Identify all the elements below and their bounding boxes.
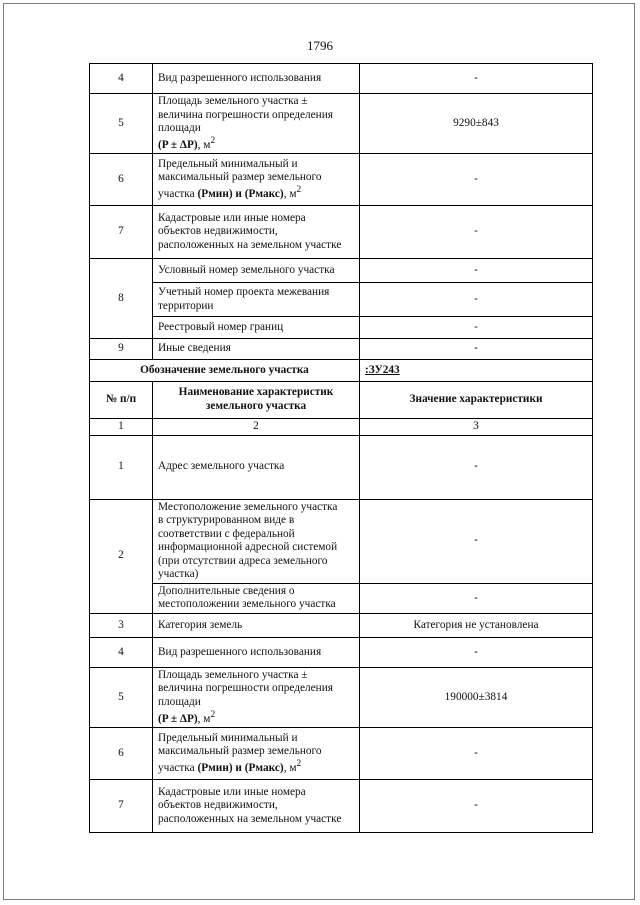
unit-superscript: 2 <box>296 184 302 195</box>
row-number: 6 <box>90 154 153 206</box>
characteristic-value: - <box>360 779 593 832</box>
row-number: 6 <box>90 727 153 779</box>
characteristic-value: - <box>360 727 593 779</box>
name-line: местоположении земельного участка <box>158 598 336 611</box>
characteristic-name: Реестровый номер границ <box>153 317 360 339</box>
table-row <box>90 154 593 206</box>
characteristic-value: - <box>360 317 593 339</box>
unit: , м <box>197 712 211 725</box>
characteristic-value: - <box>360 583 593 613</box>
table-row <box>90 259 593 283</box>
formula: (P ± ΔP) <box>158 712 198 725</box>
characteristic-name <box>153 206 360 259</box>
name-line: (при отсутствии адреса земельного <box>158 554 328 567</box>
row-number: 3 <box>90 613 153 637</box>
formula: (Рмин) и (Рмакс) <box>197 187 284 200</box>
name-prefix: участка <box>158 761 198 774</box>
name-line: Учетный номер проекта межевания <box>158 285 330 298</box>
designation-row <box>90 360 593 382</box>
name-line: величина погрешности определения <box>158 108 333 121</box>
designation-label: Обозначение земельного участка <box>90 360 360 382</box>
name-line: максимальный размер земельного <box>158 745 322 758</box>
name-line: Кадастровые или иные номера <box>158 211 306 224</box>
row-number: 2 <box>90 499 153 613</box>
characteristic-value: - <box>360 637 593 667</box>
name-line: объектов недвижимости, <box>158 799 278 812</box>
characteristic-name <box>153 154 360 206</box>
header-name <box>153 382 360 419</box>
header-line: земельного участка <box>205 400 307 412</box>
table-row <box>90 727 593 779</box>
name-line: участка) <box>158 568 199 581</box>
name-line: Площадь земельного участка ± <box>158 668 308 681</box>
land-plot-table <box>89 63 593 833</box>
characteristic-value: 190000±3814 <box>360 667 593 727</box>
name-line: Местоположение земельного участка <box>158 500 338 513</box>
header-line: Наименование характеристик <box>178 386 334 399</box>
name-line: в структурированном виде в <box>158 514 295 527</box>
unit: , м <box>283 187 297 200</box>
unit: , м <box>197 138 211 151</box>
characteristic-value: Категория не установлена <box>360 613 593 637</box>
name-line: величина погрешности определения <box>158 682 333 695</box>
name-line: Площадь земельного участка ± <box>158 95 308 108</box>
table-row <box>90 317 593 339</box>
table-row <box>90 435 593 499</box>
table-row <box>90 637 593 667</box>
name-line: Дополнительные сведения о <box>158 584 295 597</box>
header-number: № п/п <box>90 382 153 419</box>
name-line: Предельный минимальный и <box>158 157 298 170</box>
characteristic-value: - <box>360 499 593 583</box>
table-row <box>90 283 593 317</box>
characteristic-name <box>153 779 360 832</box>
name-prefix: участка <box>158 187 198 200</box>
row-number: 5 <box>90 667 153 727</box>
name-line: Предельный минимальный и <box>158 731 298 744</box>
characteristic-value: 9290±843 <box>360 94 593 154</box>
characteristic-value: - <box>360 339 593 360</box>
name-line: расположенных на земельном участке <box>158 238 342 251</box>
row-number: 4 <box>90 64 153 94</box>
table-row <box>90 94 593 154</box>
column-number: 2 <box>153 419 360 436</box>
name-line: объектов недвижимости, <box>158 225 278 238</box>
table-row <box>90 339 593 360</box>
page-number: 1796 <box>307 38 333 53</box>
name-line: расположенных на земельном участке <box>158 812 342 825</box>
name-line: площади <box>158 696 201 709</box>
name-line: максимальный размер земельного <box>158 171 322 184</box>
characteristic-name: Условный номер земельного участка <box>153 259 360 283</box>
column-number: 3 <box>360 419 593 436</box>
unit-superscript: 2 <box>210 135 216 146</box>
name-line: территории <box>158 299 214 312</box>
formula: (Рмин) и (Рмакс) <box>197 761 284 774</box>
designation-value: :ЗУ243 <box>360 360 593 382</box>
table-row <box>90 667 593 727</box>
unit-superscript: 2 <box>296 758 302 769</box>
row-number: 5 <box>90 94 153 154</box>
header-value: Значение характеристики <box>360 382 593 419</box>
table-row <box>90 499 593 583</box>
table-row <box>90 779 593 832</box>
row-number: 7 <box>90 206 153 259</box>
characteristic-name: Категория земель <box>153 613 360 637</box>
characteristic-value: - <box>360 435 593 499</box>
characteristic-value: - <box>360 64 593 94</box>
characteristic-value: - <box>360 259 593 283</box>
characteristic-name <box>153 283 360 317</box>
table-row <box>90 206 593 259</box>
formula: (P ± ΔP) <box>158 138 198 151</box>
name-line: информационной адресной системой <box>158 541 338 554</box>
header-row <box>90 382 593 419</box>
table-row <box>90 583 593 613</box>
characteristic-name: Иные сведения <box>153 339 360 360</box>
name-line: площади <box>158 122 201 135</box>
row-number: 7 <box>90 779 153 832</box>
row-number: 4 <box>90 637 153 667</box>
characteristic-value: - <box>360 283 593 317</box>
characteristic-value: - <box>360 206 593 259</box>
unit-superscript: 2 <box>210 709 216 720</box>
characteristic-name <box>153 667 360 727</box>
column-number-row <box>90 419 593 436</box>
characteristic-value: - <box>360 154 593 206</box>
name-line: Кадастровые или иные номера <box>158 785 306 798</box>
column-number: 1 <box>90 419 153 436</box>
row-number: 8 <box>90 259 153 339</box>
characteristic-name <box>153 499 360 583</box>
row-number: 9 <box>90 339 153 360</box>
unit: , м <box>283 761 297 774</box>
characteristic-name: Вид разрешенного использования <box>153 637 360 667</box>
table-row <box>90 64 593 94</box>
characteristic-name <box>153 727 360 779</box>
table-row <box>90 613 593 637</box>
row-number: 1 <box>90 435 153 499</box>
name-line: соответствии с федеральной <box>158 527 295 540</box>
characteristic-name: Адрес земельного участка <box>153 435 360 499</box>
characteristic-name <box>153 94 360 154</box>
characteristic-name: Вид разрешенного использования <box>153 64 360 94</box>
characteristic-name <box>153 583 360 613</box>
